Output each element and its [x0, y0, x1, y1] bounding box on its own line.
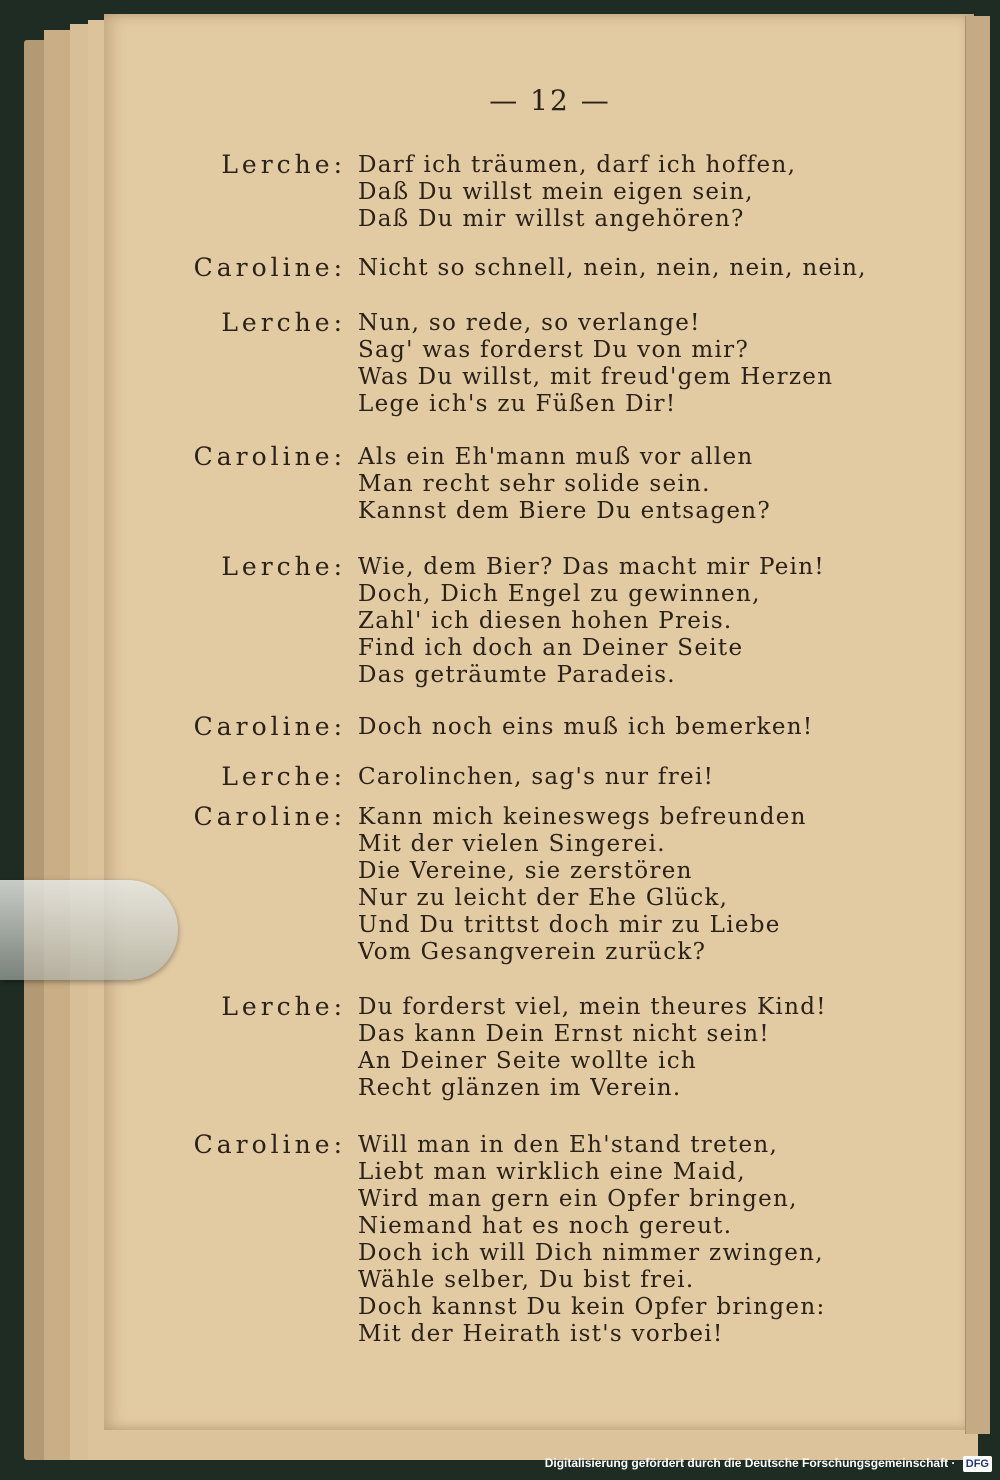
verse-line: Daß Du willst mein eigen sein,: [358, 179, 754, 205]
verse-line: Doch ich will Dich nimmer zwingen,: [358, 1240, 824, 1266]
verse-line: Wähle selber, Du bist frei.: [358, 1267, 695, 1293]
verse-line: Doch kannst Du kein Opfer bringen:: [358, 1294, 826, 1320]
verse-line: Sag' was forderst Du von mir?: [358, 337, 750, 363]
speaker-name: Lerche:: [221, 308, 346, 337]
speaker-name: Caroline:: [193, 253, 346, 282]
verse-lines: [358, 804, 918, 966]
verse-line: Find ich doch an Deiner Seite: [358, 635, 744, 661]
verse-line: Liebt man wirklich eine Maid,: [358, 1159, 746, 1185]
page-number: — 12 —: [489, 84, 611, 117]
verse-line: Und Du trittst doch mir zu Liebe: [358, 912, 781, 938]
verse-line: Darf ich träumen, darf ich hoffen,: [358, 152, 797, 178]
verse-line: Lege ich's zu Füßen Dir!: [358, 391, 677, 417]
verse-lines: [358, 1132, 918, 1348]
verse-lines: [358, 994, 918, 1102]
verse-lines: [358, 444, 918, 525]
verse-line: Man recht sehr solide sein.: [358, 471, 711, 497]
verse-line: Die Vereine, sie zerstören: [358, 858, 693, 884]
speaker-name: Caroline:: [193, 1130, 346, 1159]
verse-line: Wird man gern ein Opfer bringen,: [358, 1186, 798, 1212]
verse-line: Als ein Eh'mann muß vor allen: [358, 444, 754, 470]
verse-lines: [358, 764, 918, 791]
speaker-name: Caroline:: [193, 712, 346, 741]
verse-line: Will man in den Eh'stand treten,: [358, 1132, 779, 1158]
speaker-name: Lerche:: [221, 150, 346, 179]
verse-line: Doch, Dich Engel zu gewinnen,: [358, 581, 761, 607]
verse-lines: [358, 255, 918, 282]
glass-page-holder: [0, 880, 178, 980]
speaker-name: Lerche:: [221, 552, 346, 581]
verse-line: Was Du willst, mit freud'gem Herzen: [358, 364, 834, 390]
verse-line: Mit der Heirath ist's vorbei!: [358, 1321, 724, 1347]
verse-line: Doch noch eins muß ich bemerken!: [358, 714, 814, 740]
verse-line: Daß Du mir willst angehören?: [358, 206, 745, 232]
verse-line: Kann mich keineswegs befreunden: [358, 804, 807, 830]
verse-line: Wie, dem Bier? Das macht mir Pein!: [358, 554, 825, 580]
verse-line: Nun, so rede, so verlange!: [358, 310, 701, 336]
speaker-name: Lerche:: [221, 992, 346, 1021]
verse-line: Recht glänzen im Verein.: [358, 1075, 682, 1101]
verse-line: Das geträumte Paradeis.: [358, 662, 676, 688]
verse-lines: [358, 310, 918, 418]
verse-lines: [358, 714, 918, 741]
verse-line: Nur zu leicht der Ehe Glück,: [358, 885, 729, 911]
verse-line: Kannst dem Biere Du entsagen?: [358, 498, 772, 524]
verse-line: Du forderst viel, mein theures Kind!: [358, 994, 827, 1020]
verse-lines: [358, 152, 918, 233]
credit-text: Digitalisierung gefördert durch die Deutsche Forschungsgemeinschaft ·: [544, 1456, 956, 1470]
dfg-logo: DFG: [963, 1456, 992, 1472]
verse-line: Carolinchen, sag's nur frei!: [358, 764, 715, 790]
verse-lines: [358, 554, 918, 689]
verse-line: Zahl' ich diesen hohen Preis.: [358, 608, 733, 634]
digitization-credit: [545, 1452, 992, 1474]
verse-line: Mit der vielen Singerei.: [358, 831, 666, 857]
page-gutter: [965, 16, 990, 1434]
speaker-name: Caroline:: [193, 442, 346, 471]
verse-line: An Deiner Seite wollte ich: [358, 1048, 698, 1074]
verse-line: Vom Gesangverein zurück?: [358, 939, 707, 965]
verse-line: Niemand hat es noch gereut.: [358, 1213, 733, 1239]
verse-line: Nicht so schnell, nein, nein, nein, nein,: [358, 255, 867, 281]
speaker-name: Caroline:: [193, 802, 346, 831]
verse-line: Das kann Dein Ernst nicht sein!: [358, 1021, 770, 1047]
speaker-name: Lerche:: [221, 762, 346, 791]
